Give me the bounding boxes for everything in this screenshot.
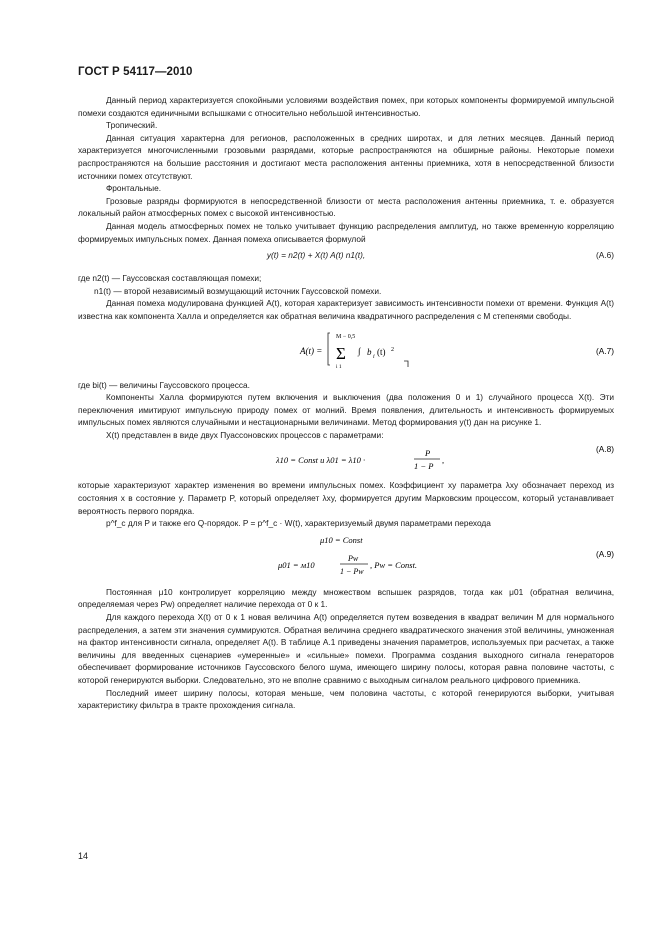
b-term: b — [367, 346, 372, 357]
page-number: 14 — [78, 851, 89, 861]
mu10-line: μ10 = Const — [320, 534, 363, 545]
equation-number: (А.7) — [596, 345, 614, 356]
mu01-line: μ01 = м10 — [278, 559, 315, 570]
equation-number: (А.6) — [596, 250, 614, 261]
equation-a7-drawing — [78, 327, 614, 373]
sum-index: i 1 — [336, 363, 342, 370]
power: 2 — [391, 346, 394, 353]
paragraph: Последний имеет ширину полосы, которая меньше, чем половина частоты, с которой генерируются выборки, учитывая характеристику фильтра в тракте прохождения сигнала. — [78, 687, 614, 711]
comma: , — [442, 455, 445, 466]
paragraph: которые характеризуют характер изменения во времени импульсных помех. Коэффициент xy параметра λxy обозначает переход из состояния x в состояние y. Параметр P, который определяет λxy, формируется другим Марковским процессом, который устанавливает вероятность первого порядка. — [78, 480, 614, 516]
equation-a7 — [78, 327, 614, 373]
equation-a6 — [78, 249, 614, 267]
fraction-denominator: 1 − P — [414, 461, 434, 472]
pw-const: , Pw = Const. — [370, 559, 418, 570]
fraction-denominator: 1 − Pw — [340, 566, 364, 576]
paragraph: где bi(t) — величины Гауссовского процесса. — [78, 379, 250, 390]
equation-lhs: A(t) = — [300, 345, 323, 356]
equation-number: (А.9) — [596, 548, 614, 559]
right-bracket — [404, 337, 408, 367]
paragraph: где n2(t) — Гауссовская составляющая помехи; — [78, 273, 262, 284]
equation-formula: y(t) = n2(t) + X(t) A(t) n1(t), — [266, 250, 366, 261]
sum-upper-limit: M − 0,5 — [336, 333, 356, 340]
paragraph: Данный период характеризуется спокойными условиями воздействия помех, при которых компоненты формируемой импульсной помехи создаются единичными вспышками с относительно небольшой интенсивностью. — [78, 95, 614, 118]
lambda-formula: λ10 = Const и λ01 = λ10 · — [276, 455, 366, 466]
standard-header: ГОСТ Р 54117—2010 — [78, 66, 193, 78]
equation-a8 — [78, 443, 614, 473]
document-body — [78, 94, 614, 712]
paragraph: Данная помеха модулирована функцией A(t), которая характеризует зависимость интенсивности помехи от времени. Функция A(t) известна как компонента Халла и определяется как обратная величина квадратичного распределения с M степенями свободы. — [78, 298, 614, 321]
paragraph: Для каждого перехода X(t) от 0 к 1 новая величина A(t) определяется путем возведения в квадрат величин M для нормального распределения, а затем эти значения суммируются. Обратная величина среднего квадратического значения этой величины, умноженная на фактор интенсивности сигнала, определяет A(t). В таблице А.1 приведены значения параметров, используемых при расчетах, а также величины для введенных сценариев «умеренные» и «сильные» помехи. Программа создания выходного сигнала генераторов обеспечивает формирование источников Гауссовского белого шума, имеющего ширину полосы, которая равна половине частоты, с которой генерируются выборки. Следовательно, это не вполне сравнимо с выходным сигналом реального цифрового приемника. — [78, 612, 614, 685]
equation-a9-drawing — [78, 532, 614, 580]
fraction-numerator: P — [425, 448, 431, 459]
paragraph: Грозовые разряды формируются в непосредственной близости от места расположения антенны приемника, т. е. образуется локальный район атмосферных помех с высокой интенсивностью. — [78, 195, 614, 219]
sum-symbol: Σ — [336, 343, 346, 363]
paragraph: X(t) представлен в виде двух Пуассоновских процессов с параметрами: — [106, 429, 384, 440]
paragraph: p^f_c для P и также его Q-порядок. P = p^f_c · W(t), характеризуемый двумя параметрами перехода — [106, 518, 491, 529]
equation-number: (А.8) — [596, 444, 614, 455]
paragraph: Постоянная μ10 контролирует корреляцию между множеством вспышек разрядов, тогда как μ01 (обратная величина, определяемая через Pw) определяет наличие перехода от 0 к 1. — [78, 586, 614, 610]
paragraph: Тропический. — [106, 120, 158, 131]
b-argument: (t) — [377, 346, 386, 357]
equation-a9 — [78, 532, 614, 580]
integral-symbol: ∫ — [358, 345, 361, 356]
paragraph: Компоненты Халла формируются путем включения и выключения (два положения 0 и 1) случайного процесса X(t). Эти переключения имитируют импульсную природу помех от молний. Время появления, длительность и интенсивность формируемых импульсных помех являются случайными и нестационарными величинами. Метод формирования y(t) дан на рисунке 1. — [78, 392, 614, 428]
b-subscript: i — [373, 353, 375, 360]
paragraph: Фронтальные. — [106, 183, 162, 194]
equation-a8-drawing — [78, 443, 614, 473]
left-bracket — [328, 333, 330, 365]
fraction-numerator: Pw — [348, 553, 359, 563]
paragraph: n1(t) — второй независимый возмущающий источник Гауссовской помехи. — [94, 285, 382, 296]
paragraph: Данная модель атмосферных помех не только учитывает функцию распределения амплитуд, но также временную корреляцию формируемых импульсных помех. Данная помеха описывается формулой — [78, 220, 614, 244]
paragraph: Данная ситуация характерна для регионов, расположенных в средних широтах, и для летних месяцев. Данный период характеризуется многочисленными грозовыми разрядами, которые распространяются на обширные районы. Некоторые помехи распространяются на большие расстояния и достигают места расположения антенны приемника, хотя в непосредственной близости источники помех отсутствуют. — [78, 132, 614, 181]
